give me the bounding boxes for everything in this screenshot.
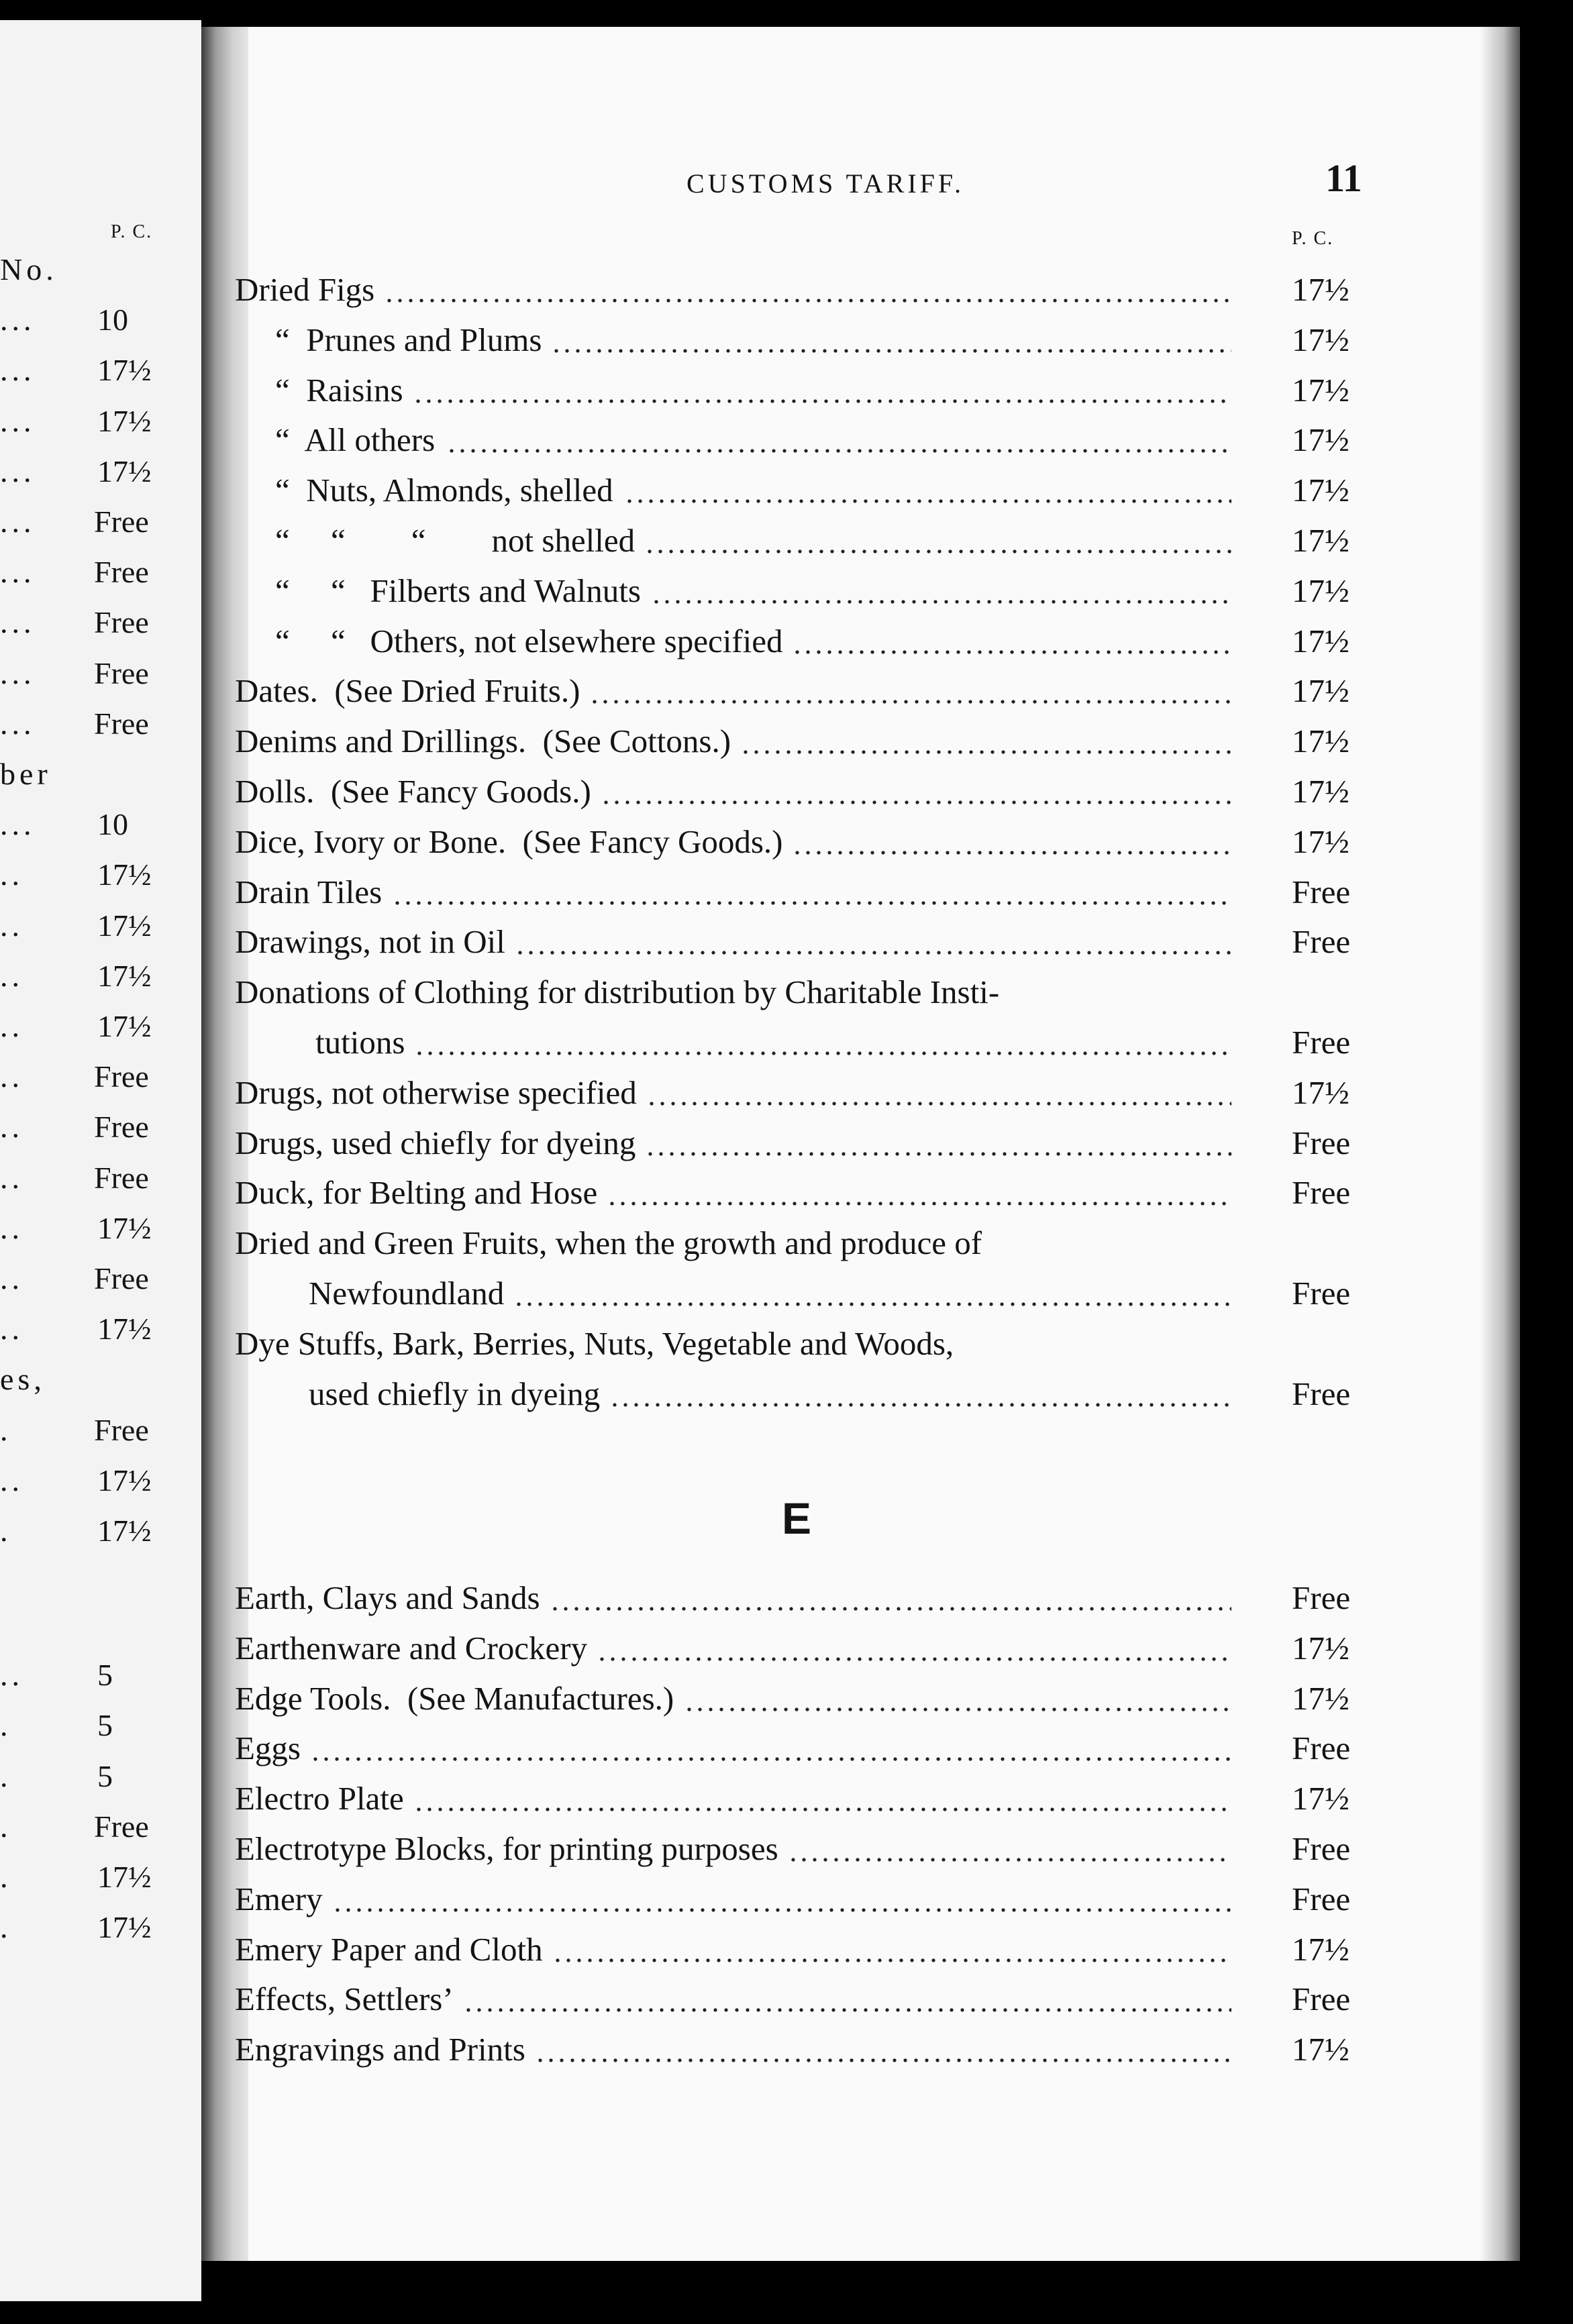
left-fragment-row [0, 655, 201, 702]
leader-dots [645, 1118, 1231, 1168]
leader-dots [535, 2025, 1231, 2074]
left-fragment-text: .. [0, 1009, 23, 1043]
left-fragment-text: ber [0, 757, 52, 791]
tariff-entry [235, 1269, 1369, 1318]
leader-dots [550, 1573, 1231, 1623]
entry-name: Drain Tiles [235, 873, 383, 910]
left-fragment-row [0, 403, 201, 450]
entry-name: Emery Paper and Cloth [235, 1930, 543, 1968]
entry-name: “ Raisins [275, 371, 403, 409]
left-fragment-rate: 17½ [97, 1210, 152, 1245]
leader-dots [609, 1369, 1231, 1419]
tariff-entry [235, 867, 1369, 917]
left-fragment-row [0, 252, 201, 299]
tariff-entry [235, 566, 1369, 616]
entry-name: Dye Stuffs, Bark, Berries, Nuts, Vegetable and Woods, [235, 1324, 954, 1362]
left-fragment-text: es, [0, 1362, 46, 1397]
entry-rate: Free [1292, 1024, 1351, 1061]
left-fragment-rate: Free [94, 706, 149, 741]
leader-dots [414, 1018, 1231, 1067]
tariff-entry [235, 1068, 1369, 1118]
left-fragment-text: ... [0, 605, 36, 640]
left-fragment-row [0, 1059, 201, 1106]
entry-name: Engravings and Prints [235, 2031, 525, 2068]
entry-rate: Free [1292, 1124, 1351, 1161]
entry-rate: 17½ [1292, 2031, 1350, 2068]
left-fragment-row [0, 756, 201, 803]
left-fragment-rows [0, 0, 201, 2324]
left-fragment-text: ... [0, 505, 36, 539]
entry-rate: 17½ [1292, 371, 1350, 409]
tariff-entry [235, 917, 1369, 967]
entry-rate: Free [1292, 1375, 1351, 1412]
left-fragment-rate: 17½ [97, 353, 152, 388]
leader-dots [646, 1068, 1231, 1118]
leader-dots [624, 466, 1231, 515]
entry-rate: 17½ [1292, 271, 1350, 308]
entry-name: Electrotype Blocks, for printing purposes [235, 1830, 778, 1867]
running-title: CUSTOMS TARIFF. [687, 168, 964, 199]
left-fragment-row [0, 1463, 201, 1510]
left-fragment-text: ... [0, 655, 36, 690]
left-fragment-rate: Free [94, 1110, 149, 1145]
entry-rate: Free [1292, 1880, 1351, 1917]
left-fragment-rate: Free [94, 1059, 149, 1094]
entry-rate: Free [1292, 1730, 1351, 1767]
leader-dots [552, 1925, 1231, 1974]
entry-name: “ “ Others, not elsewhere specified [275, 622, 783, 659]
left-fragment-rate: 17½ [97, 908, 152, 943]
left-fragment-rate: 17½ [97, 1463, 152, 1497]
left-fragment-row [0, 1758, 201, 1805]
left-fragment-row [0, 1859, 201, 1906]
entry-name: Dice, Ivory or Bone. (See Fancy Goods.) [235, 823, 783, 860]
left-fragment-text: .. [0, 1110, 23, 1145]
tariff-entry [235, 1724, 1369, 1773]
entry-rate: 17½ [1292, 1930, 1350, 1968]
left-fragment-row [0, 1160, 201, 1207]
left-fragment-text: .. [0, 1261, 23, 1296]
left-fragment-text: .. [0, 1312, 23, 1346]
left-fragment-text: .. [0, 1463, 23, 1497]
leader-dots [644, 516, 1231, 566]
leader-dots [384, 265, 1231, 315]
tariff-entry [235, 1824, 1369, 1874]
tariff-entry [235, 617, 1369, 666]
entry-name: Earth, Clays and Sands [235, 1579, 540, 1616]
leader-dots [515, 917, 1231, 967]
left-fragment-rate: 10 [97, 303, 128, 337]
left-fragment-text: ... [0, 555, 36, 590]
entry-rate: Free [1292, 923, 1351, 961]
rate-column-label: P. C. [1292, 228, 1334, 249]
page-edge-shadow [1480, 27, 1520, 2261]
leader-dots [392, 867, 1231, 917]
entry-rate: Free [1292, 873, 1351, 910]
entry-name: Dried Figs [235, 271, 375, 308]
entry-name: Newfoundland [309, 1275, 505, 1312]
left-fragment-row [0, 857, 201, 904]
entry-rate: 17½ [1292, 522, 1350, 559]
left-fragment-rate: 5 [97, 1708, 113, 1743]
left-fragment-row [0, 1008, 201, 1055]
left-fragment-row [0, 1909, 201, 1956]
left-fragment-rate: Free [94, 505, 149, 539]
left-fragment-text: .. [0, 857, 23, 892]
leader-dots [740, 717, 1231, 766]
entry-name: Denims and Drillings. (See Cottons.) [235, 723, 731, 760]
left-fragment-row [0, 604, 201, 651]
entry-rate: Free [1292, 1275, 1351, 1312]
entry-name: “ Nuts, Almonds, shelled [275, 472, 613, 509]
entry-rate: 17½ [1292, 321, 1350, 358]
leader-dots [589, 666, 1231, 716]
tariff-entry [235, 1624, 1369, 1673]
tariff-entry [235, 767, 1369, 816]
entry-name: Emery [235, 1880, 323, 1917]
left-fragment-row [0, 1210, 201, 1257]
left-fragment-text: ... [0, 303, 36, 337]
left-fragment-row [0, 706, 201, 753]
tariff-entry [235, 1874, 1369, 1924]
tariff-entry [235, 1218, 1369, 1268]
tariff-entry [235, 1168, 1369, 1218]
left-fragment-text: . [0, 1412, 12, 1447]
tariff-entry [235, 2025, 1369, 2074]
left-fragment-text: ... [0, 403, 36, 438]
entry-rate: 17½ [1292, 472, 1350, 509]
left-fragment-row [0, 1513, 201, 1560]
entry-name: Earthenware and Crockery [235, 1629, 588, 1667]
left-fragment-row [0, 1361, 201, 1408]
leader-dots [788, 1824, 1231, 1874]
tariff-entry [235, 415, 1369, 465]
tariff-entry [235, 265, 1369, 315]
tariff-entry [235, 717, 1369, 766]
left-fragment-text: ... [0, 706, 36, 741]
entry-name: Effects, Settlers’ [235, 1980, 454, 2018]
tariff-entry [235, 366, 1369, 415]
leader-dots [413, 366, 1231, 415]
tariff-entry [235, 1118, 1369, 1168]
left-fragment-rate: 10 [97, 807, 128, 842]
page-number: 11 [1325, 156, 1362, 200]
left-fragment-rate: Free [94, 605, 149, 640]
entry-name: Drugs, not otherwise specified [235, 1073, 637, 1111]
left-fragment-rate: 17½ [97, 454, 152, 488]
entry-name: Drugs, used chiefly for dyeing [235, 1124, 636, 1161]
tariff-entry [235, 1774, 1369, 1824]
leader-dots [463, 1974, 1231, 2024]
left-fragment-row [0, 1412, 201, 1459]
left-fragment-text: .. [0, 1160, 23, 1195]
left-fragment-row [0, 1809, 201, 1856]
entry-rate: 17½ [1292, 1073, 1350, 1111]
entry-rate: Free [1292, 1830, 1351, 1867]
left-fragment-rate: Free [94, 1809, 149, 1844]
left-fragment-row [0, 352, 201, 399]
left-fragment-rate: 17½ [97, 958, 152, 993]
left-fragment-text: .. [0, 1059, 23, 1094]
left-fragment-text: No. [0, 252, 58, 286]
entry-name: Dolls. (See Fancy Goods.) [235, 773, 591, 810]
left-fragment-text: .. [0, 1658, 23, 1693]
left-fragment-rate: 17½ [97, 1860, 152, 1894]
tariff-entry [235, 315, 1369, 365]
tariff-entry [235, 1974, 1369, 2024]
entry-rate: 17½ [1292, 1629, 1350, 1667]
tariff-entry [235, 1319, 1369, 1369]
leader-dots [446, 415, 1231, 465]
left-fragment-rate: 17½ [97, 857, 152, 892]
left-fragment-text: . [0, 1708, 12, 1743]
left-rate-column-label: P. C. [111, 221, 153, 242]
leader-dots [684, 1674, 1231, 1724]
left-fragment-rate: 17½ [97, 1009, 152, 1043]
leader-dots [651, 566, 1231, 616]
entry-name: Dates. (See Dried Fruits.) [235, 672, 580, 710]
left-fragment-text: . [0, 1514, 12, 1548]
left-fragment-text: .. [0, 1210, 23, 1245]
left-fragment-rate: Free [94, 1160, 149, 1195]
left-fragment-row [0, 504, 201, 551]
entry-name: Donations of Clothing for distribution by Charitable Insti- [235, 973, 1000, 1011]
leader-dots [601, 767, 1231, 816]
tariff-entry [235, 1369, 1369, 1419]
left-fragment-text: ... [0, 454, 36, 488]
left-fragment-text: ... [0, 353, 36, 388]
tariff-entry [235, 1925, 1369, 1974]
entry-name: tutions [315, 1024, 405, 1061]
tariff-entry [235, 1573, 1369, 1623]
left-fragment-text: . [0, 1860, 12, 1894]
left-fragment-text: ... [0, 807, 36, 842]
left-fragment-rate: 17½ [97, 1514, 152, 1548]
leader-dots [513, 1269, 1231, 1318]
entry-name: “ “ “ not shelled [275, 522, 636, 559]
tariff-entry [235, 817, 1369, 867]
entry-name: Dried and Green Fruits, when the growth and produce of [235, 1224, 982, 1262]
left-fragment-row [0, 908, 201, 955]
tariff-entry [235, 1018, 1369, 1067]
tariff-entry [235, 666, 1369, 716]
entry-rate: 17½ [1292, 421, 1350, 459]
entry-name: used chiefly in dyeing [309, 1375, 601, 1412]
left-fragment-rate: 17½ [97, 1910, 152, 1945]
left-fragment-rate: Free [94, 655, 149, 690]
leader-dots [607, 1168, 1231, 1218]
entry-rate: 17½ [1292, 1679, 1350, 1717]
left-fragment-rate: 17½ [97, 403, 152, 438]
tariff-entry [235, 1674, 1369, 1724]
entry-rate: 17½ [1292, 622, 1350, 659]
entry-rate: Free [1292, 1980, 1351, 2018]
entry-rate: 17½ [1292, 1780, 1350, 1817]
leader-dots [597, 1624, 1231, 1673]
left-fragment-row [0, 1707, 201, 1754]
left-fragment-text: . [0, 1910, 12, 1945]
entry-name: Eggs [235, 1730, 301, 1767]
left-fragment-rate: 5 [97, 1758, 113, 1793]
leader-dots [310, 1724, 1231, 1773]
section-heading-e: E [782, 1493, 812, 1543]
left-fragment-text: .. [0, 958, 23, 993]
entry-rate: 17½ [1292, 672, 1350, 710]
leader-dots [792, 817, 1231, 867]
entry-rate: Free [1292, 1174, 1351, 1212]
entry-rate: Free [1292, 1579, 1351, 1616]
left-fragment-rate: Free [94, 555, 149, 590]
entry-name: Duck, for Belting and Hose [235, 1174, 598, 1212]
left-fragment-row [0, 302, 201, 349]
entry-rate: 17½ [1292, 773, 1350, 810]
entry-name: “ “ Filberts and Walnuts [275, 572, 641, 609]
entry-name: Edge Tools. (See Manufactures.) [235, 1679, 674, 1717]
left-fragment-row [0, 554, 201, 601]
left-fragment-row [0, 806, 201, 853]
entry-rate: 17½ [1292, 823, 1350, 860]
left-fragment-text: . [0, 1758, 12, 1793]
tariff-entry [235, 466, 1369, 515]
left-fragment-text: . [0, 1809, 12, 1844]
entry-name: “ Prunes and Plums [275, 321, 542, 358]
entry-rate: 17½ [1292, 572, 1350, 609]
tariff-entry [235, 967, 1369, 1017]
leader-dots [332, 1874, 1231, 1924]
leader-dots [792, 617, 1231, 666]
entry-name: Drawings, not in Oil [235, 923, 505, 961]
left-fragment-rate: Free [94, 1412, 149, 1447]
leader-dots [413, 1774, 1231, 1824]
left-fragment-row [0, 1311, 201, 1358]
tariff-entry [235, 516, 1369, 566]
left-fragment-rate: 5 [97, 1658, 113, 1693]
left-fragment-rate: 17½ [97, 1312, 152, 1346]
left-fragment-text: .. [0, 908, 23, 943]
entry-name: “ All others [275, 421, 436, 459]
left-fragment-row [0, 958, 201, 1005]
left-fragment-row [0, 454, 201, 500]
entry-rate: 17½ [1292, 723, 1350, 760]
left-fragment-row [0, 1109, 201, 1156]
entry-name: Electro Plate [235, 1780, 404, 1817]
left-fragment-rate: Free [94, 1261, 149, 1296]
leader-dots [551, 315, 1231, 365]
left-fragment-row [0, 1657, 201, 1704]
left-fragment-row [0, 1261, 201, 1308]
